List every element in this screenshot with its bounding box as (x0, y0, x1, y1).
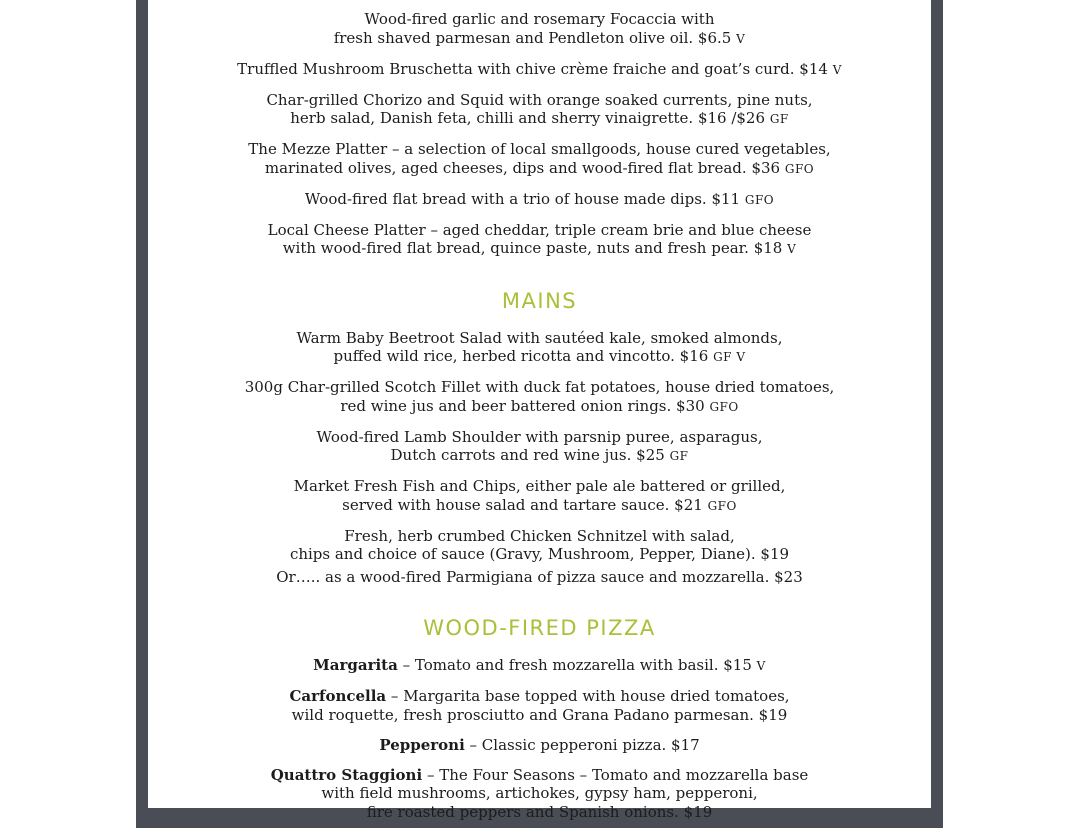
menu-item-text: chips and choice of sauce (Gravy, Mushroom, Pepper, Diane). $19 (289, 545, 790, 563)
pizza-name: Margarita (313, 656, 398, 674)
menu-item-line (148, 527, 931, 546)
mains-heading: MAINS (501, 288, 578, 313)
menu-item-line (148, 803, 931, 822)
menu-item-line (148, 477, 931, 496)
menu-item (148, 687, 931, 724)
menu-item (148, 190, 931, 210)
menu-item-text: with wood-fired flat bread, quince paste, nuts and fresh pear. $18 (282, 239, 783, 257)
menu-item-line (148, 29, 931, 49)
menu-item-text: Truffled Mushroom Bruschetta with chive crème fraiche and goat’s curd. $14 (237, 59, 828, 78)
dietary-tag: V (736, 31, 746, 46)
menu-item-line (148, 347, 931, 367)
menu-item-line (148, 10, 931, 29)
menu-item-text: puffed wild rice, herbed ricotta and vincotto. $16 (333, 347, 709, 365)
menu-item-text: – Classic pepperoni pizza. $17 (464, 735, 700, 754)
pizza-name: Quattro Staggioni (270, 765, 423, 784)
menu-item (148, 329, 931, 367)
menu-item-line (148, 545, 931, 564)
menu-item (148, 527, 931, 564)
pizza-name: Carfoncella (289, 687, 387, 705)
menu-item-line (148, 91, 931, 110)
menu-item-text: Local Cheese Platter – aged cheddar, triple cream brie and blue cheese (267, 220, 812, 239)
menu-item-text: Warm Baby Beetroot Salad with sautéed kale, smoked almonds, (296, 328, 783, 347)
menu-item (148, 568, 931, 587)
menu-item-text: Wood-fired Lamb Shoulder with parsnip puree, asparagus, (316, 427, 763, 446)
menu-item-line (148, 109, 931, 129)
menu-item-line (148, 221, 931, 240)
menu-item-text: red wine jus and beer battered onion rings. $30 (340, 396, 705, 415)
menu-item-text: Wood-fired garlic and rosemary Focaccia with (364, 10, 715, 28)
menu-item-line (148, 784, 931, 803)
mains-section (148, 329, 931, 587)
menu-item-line (148, 329, 931, 348)
menu-item (148, 378, 931, 416)
menu-item-line (148, 766, 931, 785)
menu-item-text: – Tomato and fresh mozzarella with basil. $15 (397, 656, 752, 674)
menu-content (148, 10, 931, 833)
dietary-tag: GFO (744, 192, 775, 207)
dietary-tag: GF (769, 112, 789, 126)
dietary-tag: GFO (709, 399, 739, 414)
menu-item-line (148, 397, 931, 417)
menu-item-text: Or….. as a wood-fired Parmigiana of pizza sauce and mozzarella. $23 (276, 567, 803, 586)
menu-item (148, 656, 931, 676)
pizza-name: Pepperoni (379, 735, 465, 754)
pizza-section (148, 656, 931, 821)
menu-item-text: – Margarita base topped with house dried tomatoes, (386, 687, 790, 705)
menu-item (148, 10, 931, 48)
menu-item-text: – The Four Seasons – Tomato and mozzarella base (422, 765, 809, 784)
dietary-tag: V (756, 659, 766, 673)
menu-item-line (148, 656, 931, 676)
menu-page (148, 0, 931, 821)
menu-item-line (148, 706, 931, 725)
menu-item-text: Market Fresh Fish and Chips, either pale ale battered or grilled, (293, 477, 786, 495)
menu-item-text: Char-grilled Chorizo and Squid with orange soaked currents, pine nuts, (266, 90, 813, 109)
menu-item-line (148, 190, 931, 210)
dietary-tag: GFO (784, 161, 815, 176)
menu-item (148, 766, 931, 822)
dietary-tag: V (832, 62, 842, 77)
menu-item-line (148, 60, 931, 80)
menu-item-line (148, 687, 931, 706)
menu-item (148, 477, 931, 515)
menu-item-text: herb salad, Danish feta, chilli and sherry vinaigrette. $16 /$26 (290, 109, 766, 127)
menu-item (148, 140, 931, 178)
menu-item-text: Fresh, herb crumbed Chicken Schnitzel with salad, (344, 526, 735, 545)
menu-item-text: Wood-fired flat bread with a trio of house made dips. $11 (304, 189, 741, 208)
menu-item-line (148, 496, 931, 516)
dietary-tag: GFO (707, 498, 737, 513)
menu-item-text: served with house salad and tartare sauce. $21 (342, 495, 703, 514)
dietary-tag: V (787, 242, 797, 256)
menu-item-text: 300g Char-grilled Scotch Fillet with duck fat potatoes, house dried tomatoes, (244, 378, 835, 396)
menu-item-line (148, 140, 931, 159)
menu-item-line (148, 568, 931, 587)
menu-item-line (148, 378, 931, 397)
menu-item-text: Dutch carrots and red wine jus. $25 (390, 446, 665, 464)
menu-item-text: marinated olives, aged cheeses, dips and wood-fired flat bread. $36 (264, 158, 781, 177)
pizza-heading: WOOD-FIRED PIZZA (423, 616, 656, 640)
menu-item-line (148, 736, 931, 755)
menu-item-text: with field mushrooms, artichokes, gypsy ham, pepperoni, (321, 784, 758, 802)
menu-item-text: fire roasted peppers and Spanish onions. $19 (366, 802, 713, 821)
starters-section (148, 10, 931, 259)
dietary-tag: GF V (713, 350, 746, 364)
menu-item-line (148, 446, 931, 466)
menu-item (148, 60, 931, 80)
menu-item-text: wild roquette, fresh prosciutto and Grana Padano parmesan. $19 (291, 705, 788, 724)
menu-item (148, 736, 931, 755)
menu-item-text: fresh shaved parmesan and Pendleton olive oil. $6.5 (333, 28, 732, 47)
menu-item-line (148, 159, 931, 179)
menu-item-text: The Mezze Platter – a selection of local smallgoods, house cured vegetables, (248, 140, 831, 158)
menu-item-line (148, 428, 931, 447)
menu-item (148, 221, 931, 259)
dietary-tag: GF (669, 449, 689, 463)
menu-item (148, 91, 931, 129)
menu-item-line (148, 239, 931, 259)
menu-item (148, 428, 931, 466)
